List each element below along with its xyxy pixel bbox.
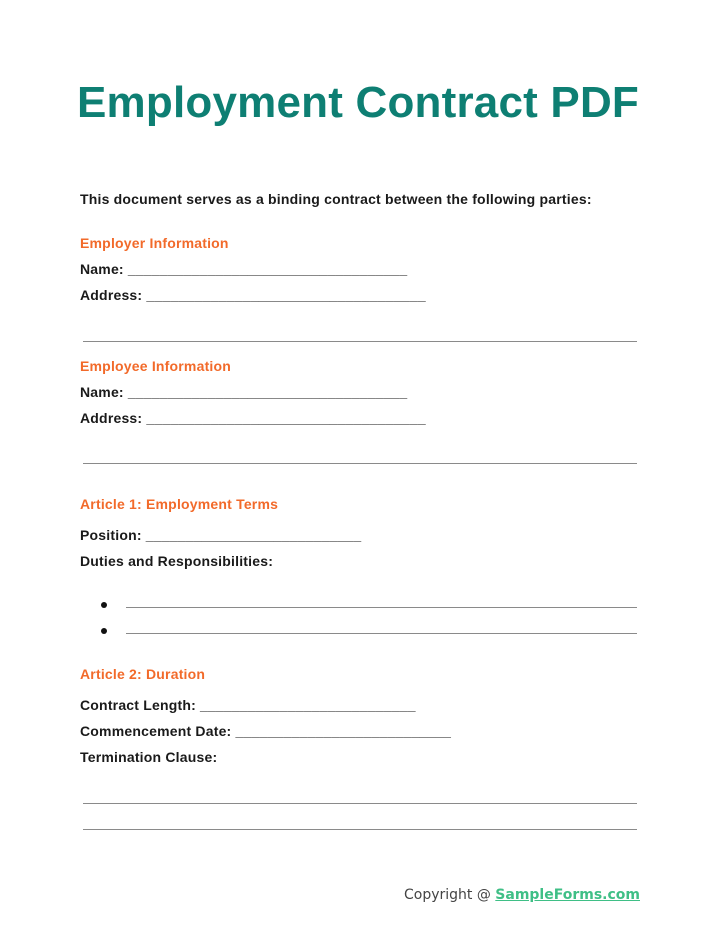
commencement-date-field[interactable]: Commencement Date: ___________________________ [80, 723, 452, 739]
bullet-icon [101, 602, 107, 608]
termination-line-1[interactable] [83, 803, 637, 804]
duty-line-1[interactable] [126, 607, 637, 608]
article1-heading: Article 1: Employment Terms [80, 496, 279, 512]
termination-line-2[interactable] [83, 829, 637, 830]
bullet-icon [101, 628, 107, 634]
termination-clause-label: Termination Clause: [80, 749, 218, 765]
duties-label: Duties and Responsibilities: [80, 553, 274, 569]
employee-address-field[interactable]: Address: ___________________________________ [80, 410, 426, 426]
employer-address-field[interactable]: Address: ___________________________________ [80, 287, 426, 303]
employer-blank-line[interactable] [83, 341, 637, 342]
employee-heading: Employee Information [80, 358, 232, 374]
article2-heading: Article 2: Duration [80, 666, 206, 682]
intro-text: This document serves as a binding contract between the following parties: [80, 191, 592, 207]
contract-length-field[interactable]: Contract Length: ___________________________ [80, 697, 416, 713]
brand-link[interactable]: SampleForms.com [495, 887, 640, 903]
employee-name-field[interactable]: Name: ___________________________________ [80, 384, 408, 400]
employee-blank-line[interactable] [83, 463, 637, 464]
employer-heading: Employer Information [80, 235, 229, 251]
duty-line-2[interactable] [126, 633, 637, 634]
copyright-footer [404, 887, 640, 903]
employer-name-field[interactable]: Name: ___________________________________ [80, 261, 408, 277]
document-title: Employment Contract PDF [77, 78, 639, 127]
copyright-prefix: Copyright @ [403, 887, 496, 903]
position-field[interactable]: Position: ___________________________ [80, 527, 362, 543]
